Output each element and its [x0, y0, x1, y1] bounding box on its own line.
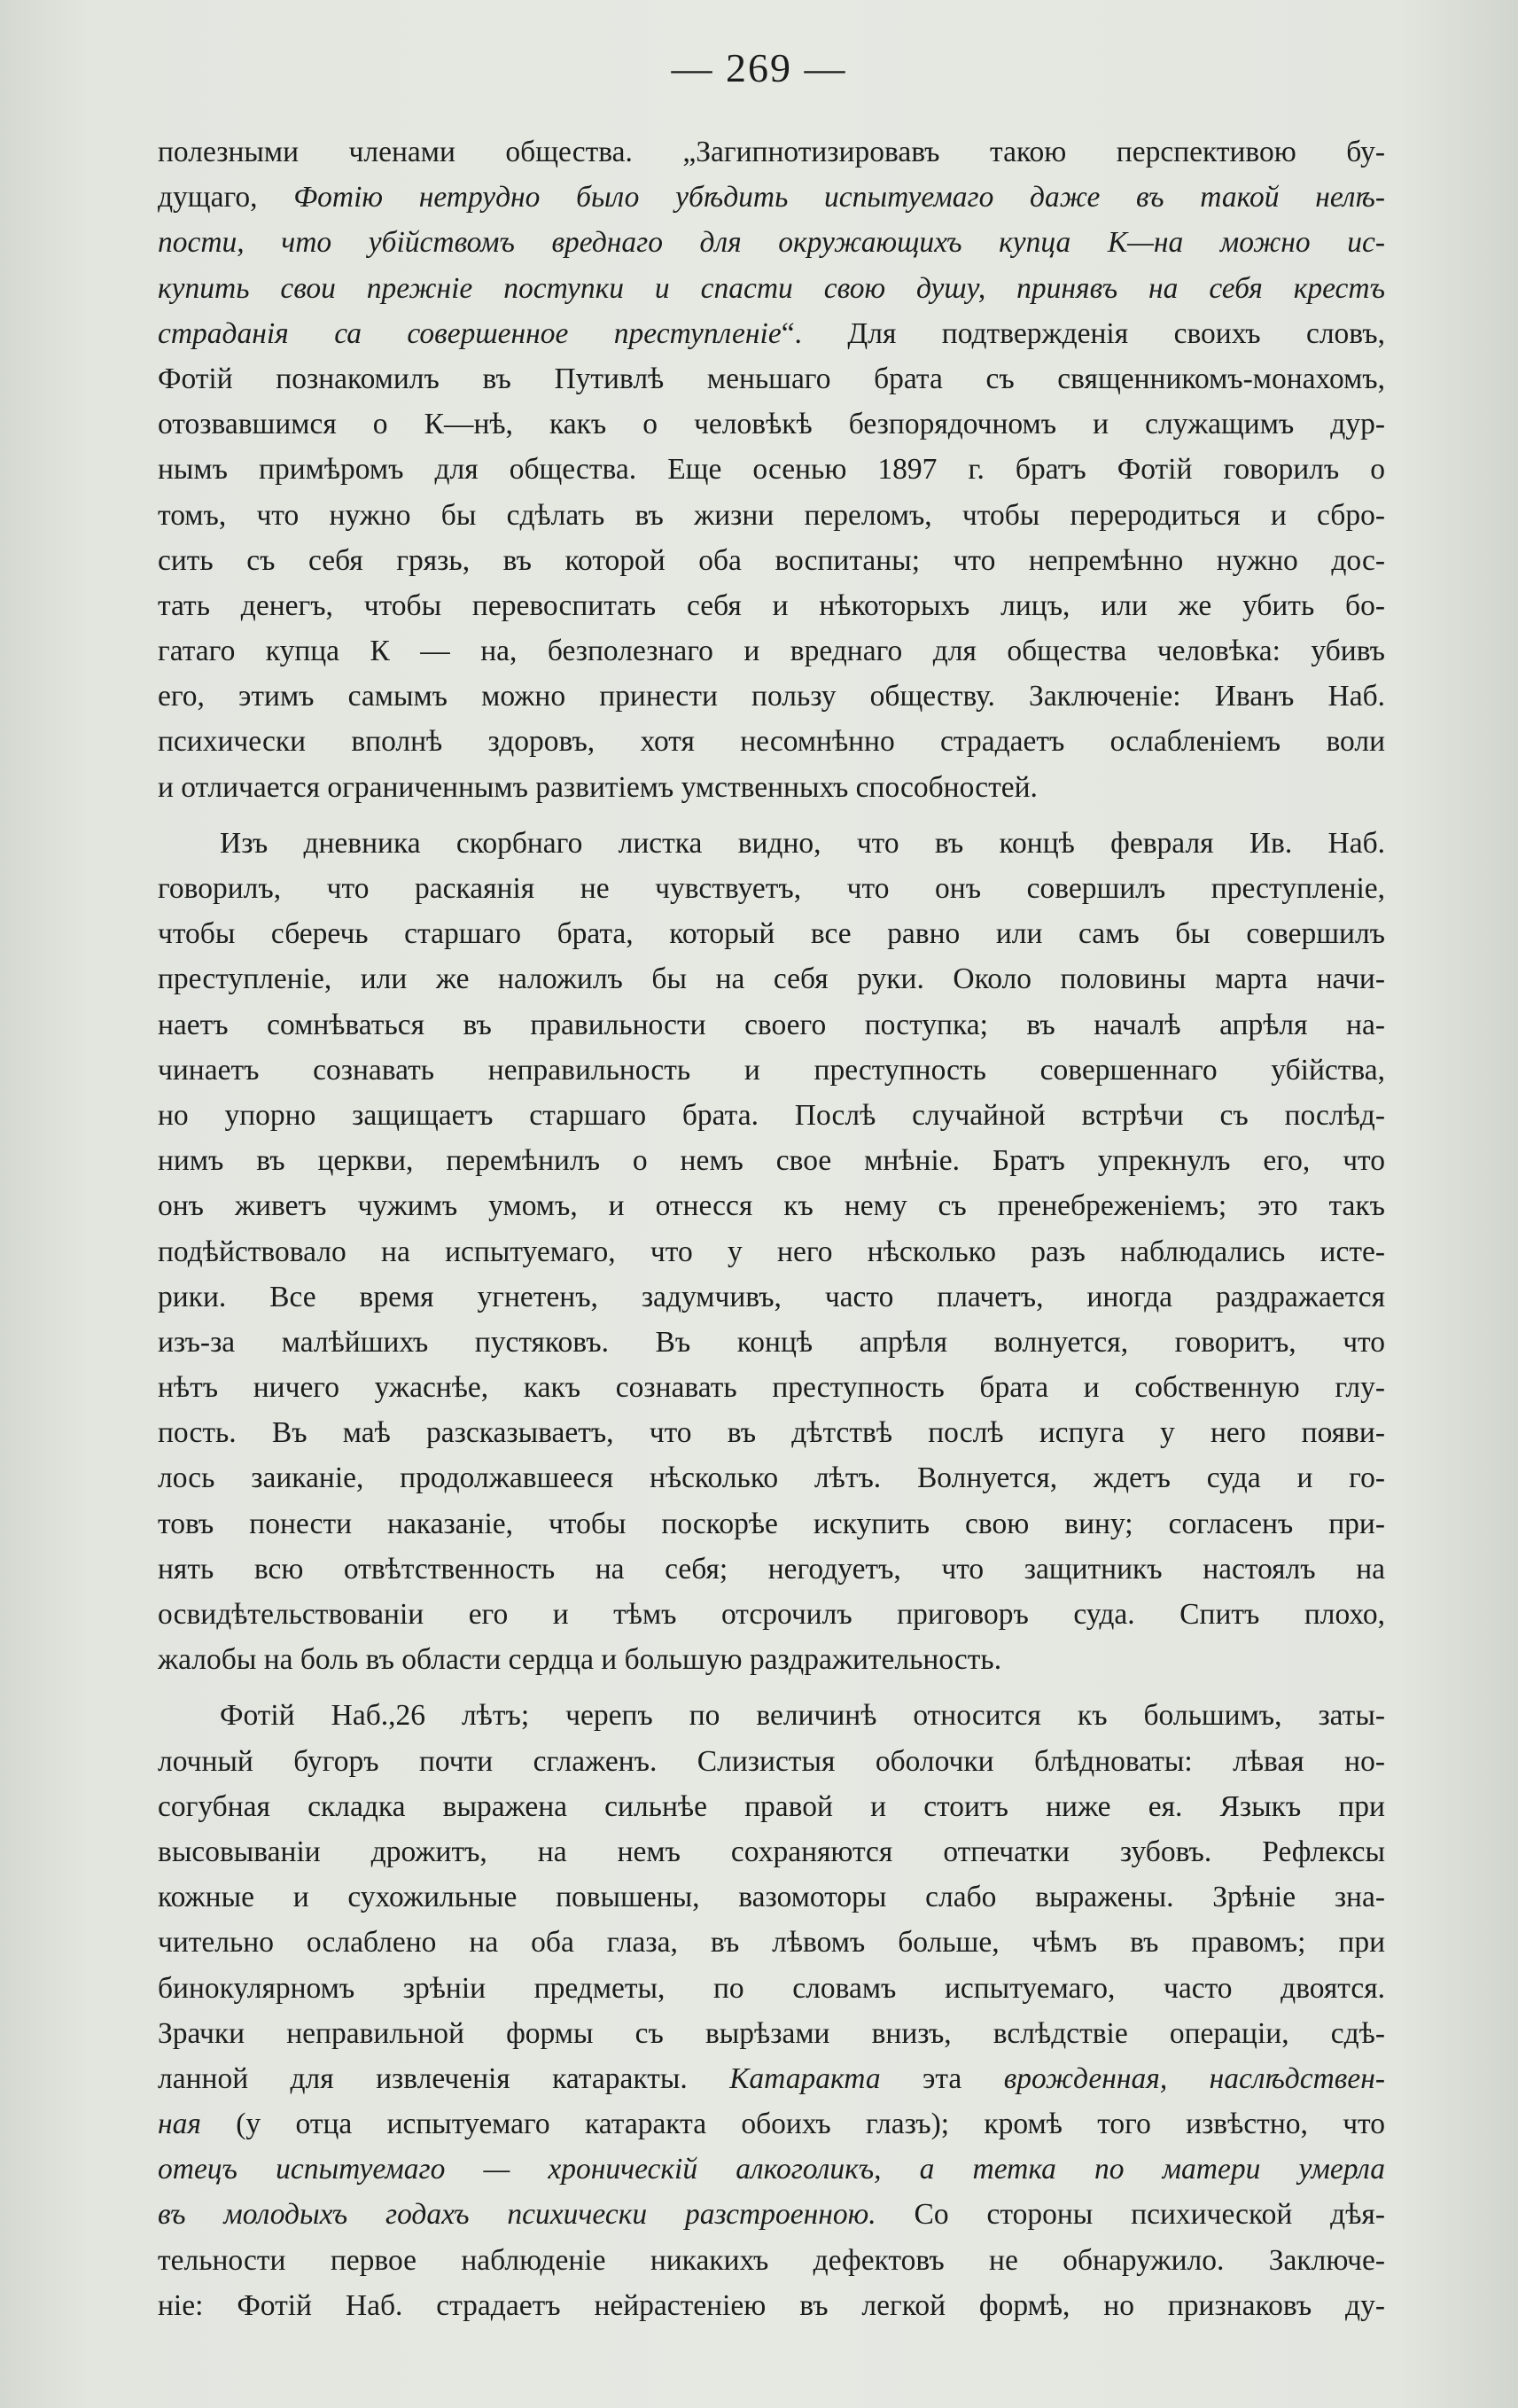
text-span: Изъ дневника скорбнаго листка видно, что въ концѣ февраля Ив. Наб. — [220, 826, 1385, 860]
text-line — [158, 266, 1385, 311]
text-line — [158, 493, 1385, 538]
text-line — [158, 1048, 1385, 1093]
paragraph — [158, 821, 1385, 1683]
text-span: рики. Все время угнетенъ, задумчивъ, часто плачетъ, иногда раздражается — [158, 1280, 1385, 1313]
text-line — [158, 2147, 1385, 2192]
text-line — [158, 1320, 1385, 1365]
body-text — [158, 129, 1385, 2328]
text-line — [158, 956, 1385, 1001]
text-span: жалобы на боль въ области сердца и большую раздражительность. — [158, 1643, 1002, 1677]
text-line — [158, 1829, 1385, 1874]
paragraph — [158, 129, 1385, 810]
italic-span: отецъ испытуемаго — хроническій алкоголикъ, а тетка по матери умерла — [158, 2153, 1385, 2186]
text-line — [158, 1455, 1385, 1500]
text-line — [158, 2101, 1385, 2147]
text-span: преступленіе, или же наложилъ бы на себя руки. Около половины марта начи- — [158, 962, 1385, 996]
text-span: нимъ въ церкви, перемѣнилъ о немъ свое мнѣніе. Братъ упрекнулъ его, что — [158, 1144, 1385, 1178]
text-span: полезными членами общества. „Загипнотизировавъ такою перспективою бу- — [158, 136, 1385, 168]
text-span: высовываніи дрожитъ, на немъ сохраняются отпечатки зубовъ. Рефлексы — [158, 1835, 1385, 1868]
text-span: сить съ себя грязь, въ которой оба воспитаны; что непремѣнно нужно дос- — [158, 543, 1385, 577]
text-span: пость. Въ маѣ разсказываетъ, что въ дѣтствѣ послѣ испуга у него появи- — [158, 1416, 1385, 1450]
text-span: лось заиканіе, продолжавшееся нѣсколько лѣтъ. Волнуется, ждетъ суда и го- — [158, 1461, 1385, 1495]
text-line — [158, 1501, 1385, 1547]
text-span: говорилъ, что раскаянія не чувствуетъ, что онъ совершилъ преступленіе, — [158, 872, 1385, 905]
text-line — [158, 2192, 1385, 2237]
text-line — [158, 175, 1385, 220]
text-span: тельности первое наблюденіе никакихъ дефектовъ не обнаружило. Заключе- — [158, 2243, 1385, 2277]
text-line — [158, 1547, 1385, 1592]
text-span: изъ-за малѣйшихъ пустяковъ. Въ концѣ апрѣля волнуется, говоритъ, что — [158, 1325, 1385, 1359]
paragraph-gap — [158, 810, 1385, 821]
text-line — [158, 447, 1385, 492]
text-line — [158, 719, 1385, 764]
text-line — [158, 1365, 1385, 1410]
text-span: нять всю отвѣтственность на себя; негодуетъ, что защитникъ настоялъ на — [158, 1552, 1385, 1586]
text-span: ніе: Фотій Наб. страдаетъ нейрастеніею въ легкой формѣ, но признаковъ ду- — [158, 2288, 1385, 2322]
text-line — [158, 1739, 1385, 1784]
text-line — [158, 129, 1385, 175]
text-span: Со стороны психической дѣя- — [876, 2198, 1385, 2232]
text-span: и отличается ограниченнымъ развитіемъ умственныхъ способностей. — [158, 770, 1038, 804]
text-line — [158, 2011, 1385, 2056]
text-span: Фотій Наб.,26 лѣтъ; черепъ по величинѣ относится къ большимъ, заты- — [220, 1699, 1385, 1733]
text-span: нѣтъ ничего ужаснѣе, какъ сознавать преступность брата и собственную глу- — [158, 1371, 1385, 1405]
text-line — [158, 538, 1385, 583]
text-line — [158, 356, 1385, 401]
text-span: освидѣтельствованіи его и тѣмъ отсрочилъ приговоръ суда. Спитъ плохо, — [158, 1598, 1385, 1631]
text-line — [158, 821, 1385, 866]
text-span: ланной для извлеченія катаракты. — [158, 2061, 730, 2095]
italic-span: въ молодыхъ годахъ психически разстроенною. — [158, 2198, 876, 2232]
text-span: томъ, что нужно бы сдѣлать въ жизни переломъ, чтобы переродиться и сбро- — [158, 498, 1385, 532]
text-line — [158, 628, 1385, 674]
text-line — [158, 401, 1385, 447]
text-line — [158, 2283, 1385, 2328]
text-span: психически вполнѣ здоровъ, хотя несомнѣнно страдаетъ ослабленіемъ воли — [158, 725, 1385, 759]
text-line — [158, 674, 1385, 719]
paragraph — [158, 1693, 1385, 2328]
page-number: — 269 — — [671, 45, 847, 90]
text-line — [158, 1966, 1385, 2011]
text-line — [158, 1693, 1385, 1738]
text-span: подѣйствовало на испытуемаго, что у него нѣсколько разъ наблюдались истe- — [158, 1235, 1385, 1268]
text-line — [158, 1138, 1385, 1183]
text-line — [158, 1229, 1385, 1274]
italic-span: страданія са совершенное преступленіе — [158, 316, 782, 350]
text-span: кожные и сухожильные повышены, вазомоторы слабо выражены. Зрѣніе зна- — [158, 1881, 1385, 1914]
text-span: чительно ослаблено на оба глаза, въ лѣвомъ больше, чѣмъ въ правомъ; при — [158, 1926, 1385, 1960]
text-line — [158, 1874, 1385, 1920]
text-line — [158, 866, 1385, 911]
text-line — [158, 1002, 1385, 1048]
text-line — [158, 1183, 1385, 1228]
italic-span: Фотію нетрудно было убѣдить испытуемаго даже въ такой нелѣ- — [293, 181, 1385, 214]
italic-span: купить свои прежніе поступки и спасти свою душу, принявъ на себя крестъ — [158, 271, 1385, 305]
text-line — [158, 2056, 1385, 2101]
paragraph-gap — [158, 1682, 1385, 1693]
text-span: (у отца испытуемаго катаракта обоихъ глазъ); кромѣ того извѣстно, что — [200, 2108, 1385, 2141]
text-span: гатаго купца К — на, безполезнаго и вреднаго для общества человѣка: убивъ — [158, 635, 1385, 668]
text-line — [158, 1784, 1385, 1829]
text-span: наетъ сомнѣваться въ правильности своего поступка; въ началѣ апрѣля на- — [158, 1008, 1385, 1041]
text-line — [158, 1920, 1385, 1965]
text-line — [158, 1637, 1385, 1682]
text-span: бинокулярномъ зрѣніи предметы, по словамъ испытуемаго, часто двоятся. — [158, 1971, 1385, 2005]
text-span: тать денегъ, чтобы перевоспитать себя и нѣкоторыхъ лицъ, или же убить бо- — [158, 588, 1385, 622]
text-span: эта — [880, 2061, 1004, 2095]
text-span: товъ понести наказаніе, чтобы поскорѣе искупить свою вину; согласенъ при- — [158, 1507, 1385, 1540]
text-span: нымъ примѣромъ для общества. Еще осенью 1897 г. братъ Фотій говорилъ о — [158, 453, 1385, 487]
text-line — [158, 911, 1385, 956]
text-span: Зрачки неправильной формы съ вырѣзами внизъ, вслѣдствіе операціи, сдѣ- — [158, 2016, 1385, 2050]
text-line — [158, 1274, 1385, 1320]
text-line — [158, 2238, 1385, 2283]
text-span: его, этимъ самымъ можно принести пользу обществу. Заключеніе: Иванъ Наб. — [158, 680, 1385, 713]
text-span: Фотій познакомилъ въ Путивлѣ меньшаго брата съ священникомъ-монахомъ, — [158, 362, 1385, 395]
text-span: но упорно защищаетъ старшаго брата. Послѣ случайной встрѣчи съ послѣд- — [158, 1098, 1385, 1132]
text-span: лочный бугоръ почти сглаженъ. Слизистыя оболочки блѣдноваты: лѣвая но- — [158, 1744, 1385, 1778]
text-line — [158, 311, 1385, 356]
text-line — [158, 1093, 1385, 1138]
text-line — [158, 765, 1385, 810]
text-line — [158, 1592, 1385, 1637]
italic-span: пости, что убійствомъ вреднаго для окружающихъ купца К—на можно ис- — [158, 226, 1385, 260]
italic-span: ная — [158, 2108, 201, 2141]
text-span: чинаетъ сознавать неправильность и преступность совершеннаго убійства, — [158, 1053, 1385, 1087]
text-span: онъ живетъ чужимъ умомъ, и отнесся къ нему съ пренебреженіемъ; это такъ — [158, 1189, 1385, 1223]
text-line — [158, 220, 1385, 265]
text-span: отозвавшимся о К—нѣ, какъ о человѣкѣ безпорядочномъ и служащимъ дур- — [158, 408, 1385, 441]
text-span: дущаго, — [158, 181, 294, 214]
text-span: согубная складка выражена сильнѣе правой и стоитъ ниже ея. Языкъ при — [158, 1789, 1385, 1823]
text-line — [158, 583, 1385, 628]
text-span: “. Для подтвержденія своихъ словъ, — [781, 316, 1385, 350]
italic-span: Катаракта — [729, 2061, 881, 2095]
italic-span: врожденная, наслѣдствен- — [1003, 2061, 1385, 2095]
text-span: чтобы сберечь старшаго брата, который все равно или самъ бы совершилъ — [158, 917, 1385, 951]
text-line — [158, 1410, 1385, 1455]
